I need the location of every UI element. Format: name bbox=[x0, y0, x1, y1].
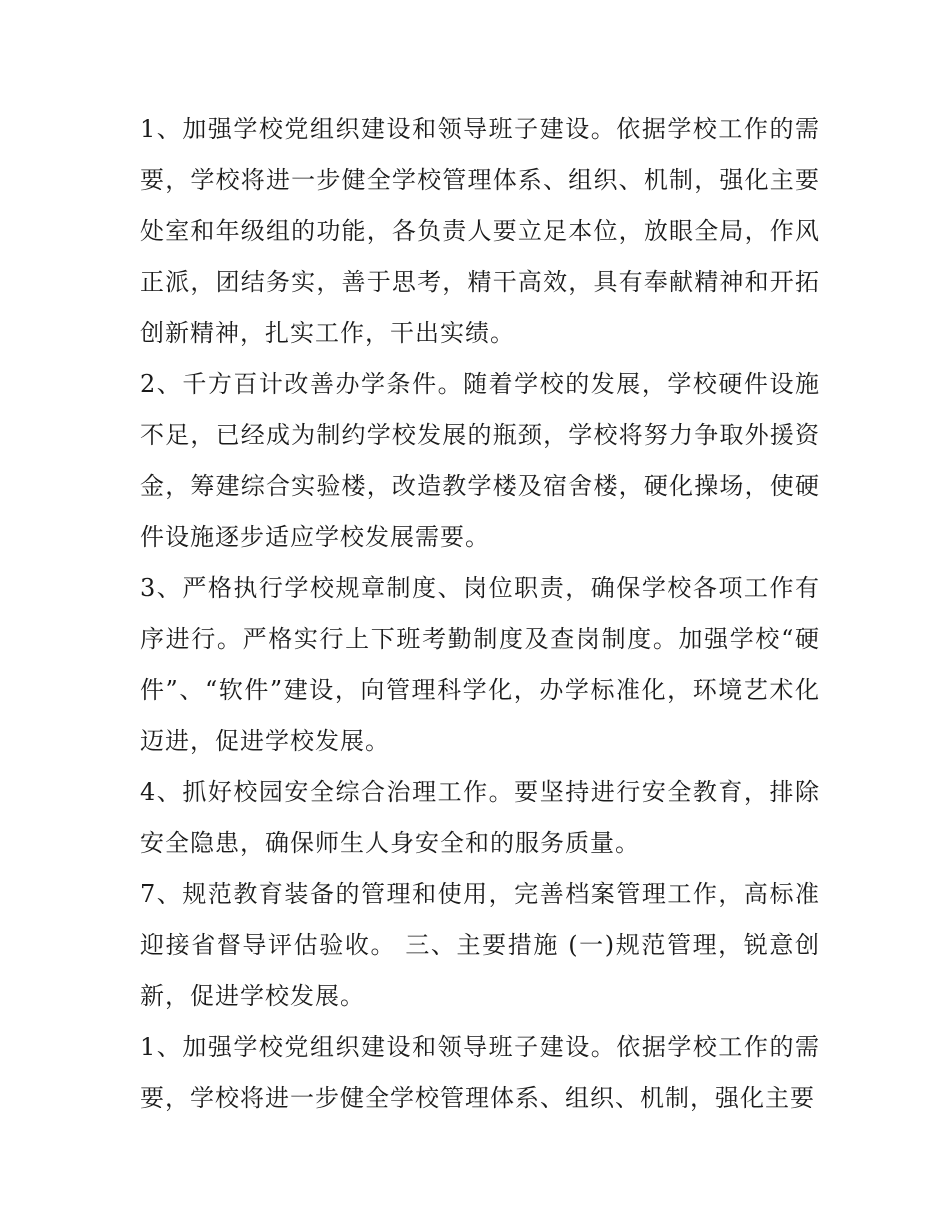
paragraph-5: 7、规范教育装备的管理和使用，完善档案管理工作，高标准迎接省督导评估验收。 三、主要措施 (一)规范管理，锐意创新，促进学校发展。 bbox=[140, 880, 820, 1010]
paragraph-1: 1、加强学校党组织建设和领导班子建设。依据学校工作的需要，学校将进一步健全学校管理体系、组织、机制，强化主要处室和年级组的功能，各负责人要立足本位，放眼全局，作风正派，团结务实，善于思考，精干高效，具有奉献精神和开拓创新精神，扎实工作，干出实绩。 bbox=[140, 115, 820, 347]
paragraph-4: 4、抓好校园安全综合治理工作。要坚持进行安全教育，排除安全隐患，确保师生人身安全和的服务质量。 bbox=[140, 778, 820, 857]
paragraph-3: 3、严格执行学校规章制度、岗位职责，确保学校各项工作有序进行。严格实行上下班考勤制度及查岗制度。加强学校“硬件”、“软件”建设，向管理科学化，办学标准化，环境艺术化迈进，促进学校发展。 bbox=[140, 574, 820, 755]
paragraph-2: 2、千方百计改善办学条件。随着学校的发展，学校硬件设施不足，已经成为制约学校发展的瓶颈，学校将努力争取外援资金，筹建综合实验楼，改造教学楼及宿舍楼，硬化操场，使硬件设施逐步适应学校发展需要。 bbox=[140, 370, 820, 551]
document-body bbox=[140, 104, 820, 1124]
paragraph-6: 1、加强学校党组织建设和领导班子建设。依据学校工作的需要，学校将进一步健全学校管理体系、组织、机制，强化主要 bbox=[140, 1033, 820, 1112]
